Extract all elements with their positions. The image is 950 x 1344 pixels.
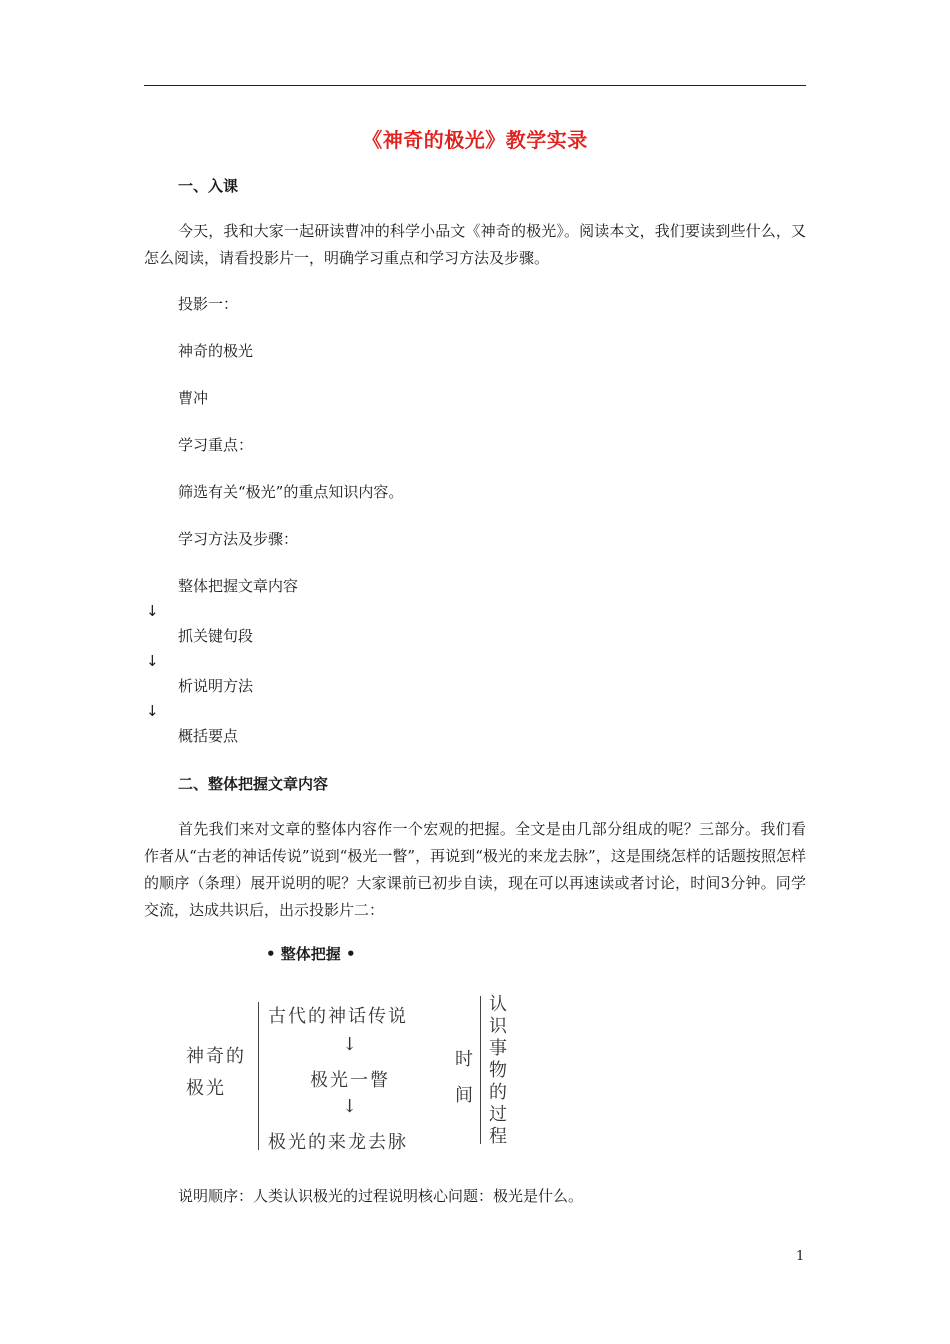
step-item: 整体把握文章内容 — [178, 577, 299, 595]
section1-paragraph: 今天，我和大家一起研读曹冲的科学小品文《神奇的极光》。阅读本文，我们要读到些什么，又怎么阅读，请看投影片一，明确学习重点和学习方法及步骤。 — [144, 222, 806, 267]
focus-label: 学习重点： — [178, 436, 254, 454]
page-title: 《神奇的极光》教学实录 — [362, 128, 588, 152]
diagram-process-label: 认识事物的过程 — [489, 994, 507, 1147]
diagram-arrow-icon: ↓ — [342, 1096, 360, 1117]
method-label: 学习方法及步骤： — [178, 530, 299, 548]
down-arrow-icon: ↓ — [146, 702, 159, 720]
projection-author: 曹冲 — [178, 389, 209, 407]
step-item: 概括要点 — [178, 727, 239, 745]
overview-diagram — [180, 990, 540, 1160]
section2-paragraph: 首先我们来对文章的整体内容作一个宏观的把握。全文是由几部分组成的呢？三部分。我们看作者从“古老的神话传说”说到“极光一瞥”，再说到“极光的来龙去脉”，这是围绕怎样的话题按照怎样的顺序（条理）展开说明的呢？大家课前已初步自读，现在可以再速读或者讨论，时间3分钟。同学交流，达成共识后，出示投影片二： — [144, 820, 806, 919]
diagram-node: 极光一瞥 — [310, 1070, 390, 1091]
diagram-left-label: 极光 — [186, 1078, 226, 1099]
diagram-node: 古代的神话传说 — [268, 1006, 408, 1027]
diagram-node: 极光的来龙去脉 — [268, 1132, 408, 1153]
projection-title: 神奇的极光 — [178, 342, 254, 360]
header-rule — [144, 85, 806, 86]
diagram-time-label: 时间 — [455, 1049, 473, 1106]
diagram-brace — [258, 1002, 259, 1150]
projection-label: 投影一： — [178, 295, 239, 313]
step-item: 析说明方法 — [178, 677, 254, 695]
order-conclusion: 说明顺序：人类认识极光的过程说明核心问题：极光是什么。 — [178, 1187, 584, 1205]
section2-heading: 二、整体把握文章内容 — [178, 775, 329, 793]
step-item: 抓关键句段 — [178, 627, 254, 645]
diagram-left-label: 神奇的 — [186, 1046, 246, 1067]
focus-text: 筛选有关“极光”的重点知识内容。 — [178, 483, 404, 501]
section1-heading: 一、入课 — [178, 177, 239, 195]
diagram-title: • 整体把握 • — [266, 945, 356, 963]
diagram-arrow-icon: ↓ — [342, 1034, 360, 1055]
down-arrow-icon: ↓ — [146, 602, 159, 620]
page-number: 1 — [796, 1249, 805, 1264]
diagram-time-axis — [480, 996, 481, 1144]
down-arrow-icon: ↓ — [146, 652, 159, 670]
